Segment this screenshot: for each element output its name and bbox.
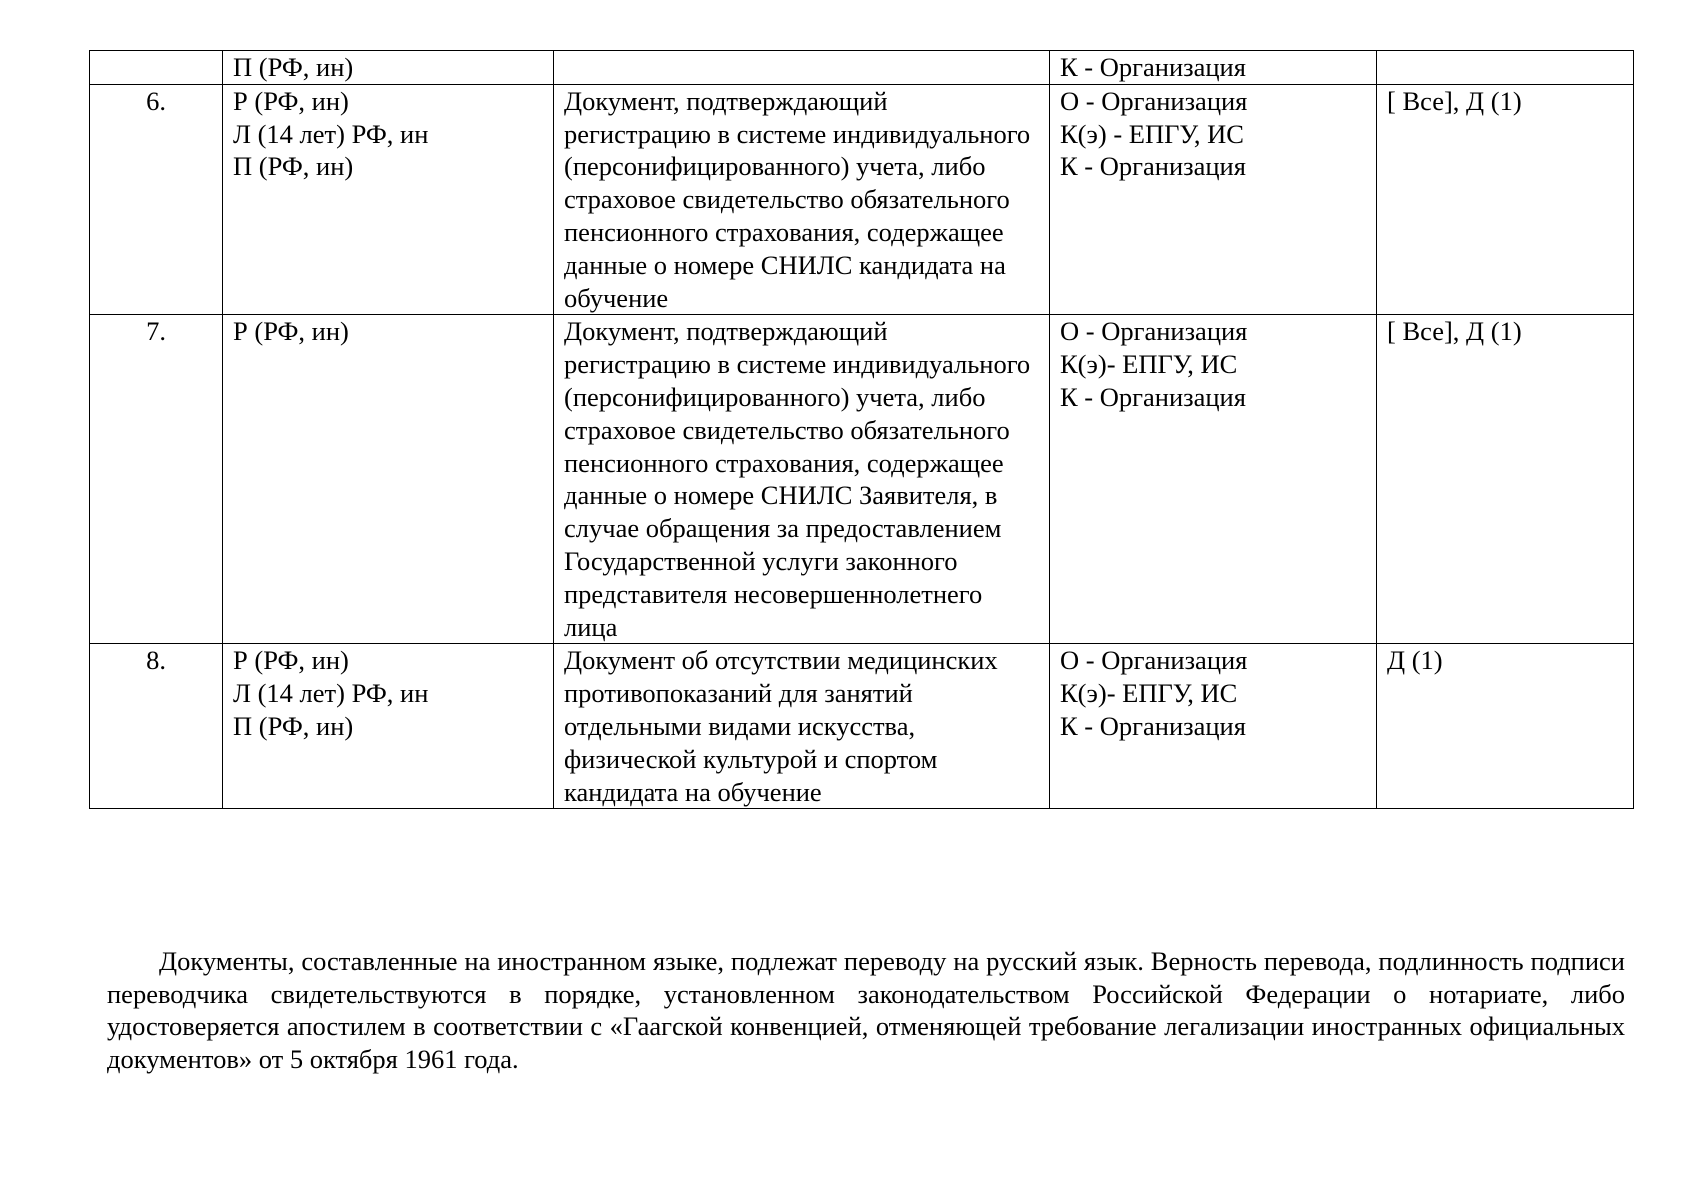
table-row (90, 51, 1634, 85)
source-line: О - Организация (1060, 645, 1248, 676)
row-number: 8. (90, 644, 223, 809)
document-cell: Документ об отсутствии медицинских противопоказаний для занятий отдельными видами искусства, физической культурой и спортом кандидата на обучение (554, 644, 1050, 809)
applicant-line: Р (РФ, ин) (233, 645, 349, 676)
translation-note-paragraph: Документы, составленные на иностранном языке, подлежат переводу на русский язык. Верность перевода, подлинность подписи переводчика свидетельствуются в порядке, установленном законодательством Российской Федерации о нотариате, либо удостоверяется апостилем в соответствии с «Гаагской конвенцией, отменяющей требование легализации иностранных официальных документов» от 5 октября 1961 года. (107, 946, 1625, 1074)
applicant-line: П (РФ, ин) (233, 710, 354, 741)
source-cell (1050, 51, 1377, 85)
source-cell (1050, 84, 1377, 315)
category-cell: Д (1) (1377, 644, 1634, 809)
source-line: О - Организация (1060, 316, 1248, 347)
applicant-cell (223, 51, 554, 85)
documents-table (89, 50, 1634, 809)
applicant-cell (223, 315, 554, 644)
category-cell: [ Все], Д (1) (1377, 315, 1634, 644)
document-cell: Документ, подтверждающий регистрацию в системе индивидуального (персонифицированного) учета, либо страховое свидетельство обязательного пенсионного страхования, содержащее данные о номере СНИЛС кандидата на обучение (554, 84, 1050, 315)
applicant-line: Л (14 лет) РФ, ин (233, 678, 429, 709)
applicant-cell (223, 644, 554, 809)
source-cell (1050, 644, 1377, 809)
source-line: К - Организация (1060, 381, 1246, 412)
source-line: К(э)- ЕПГУ, ИС (1060, 349, 1238, 380)
applicant-line: П (РФ, ин) (233, 151, 354, 182)
row-number: 6. (90, 84, 223, 315)
source-cell (1050, 315, 1377, 644)
table-row (90, 315, 1634, 644)
applicant-line: Р (РФ, ин) (233, 85, 349, 116)
applicant-line: П (РФ, ин) (233, 52, 354, 82)
category-cell (1377, 51, 1634, 85)
source-line: К - Организация (1060, 52, 1246, 82)
source-line: К(э) - ЕПГУ, ИС (1060, 118, 1244, 149)
applicant-line: Р (РФ, ин) (233, 316, 349, 347)
source-line: К - Организация (1060, 151, 1246, 182)
applicant-cell (223, 84, 554, 315)
table-row (90, 84, 1634, 315)
row-number: 7. (90, 315, 223, 644)
applicant-line: Л (14 лет) РФ, ин (233, 118, 429, 149)
row-number (90, 51, 223, 85)
document-cell: Документ, подтверждающий регистрацию в системе индивидуального (персонифицированного) учета, либо страховое свидетельство обязательного пенсионного страхования, содержащее данные о номере СНИЛС Заявителя, в случае обращения за предоставлением Государственной услуги законного представителя несовершеннолетнего лица (554, 315, 1050, 644)
source-line: О - Организация (1060, 85, 1248, 116)
source-line: К(э)- ЕПГУ, ИС (1060, 678, 1238, 709)
source-line: К - Организация (1060, 710, 1246, 741)
category-cell: [ Все], Д (1) (1377, 84, 1634, 315)
document-cell (554, 51, 1050, 85)
table-row (90, 644, 1634, 809)
